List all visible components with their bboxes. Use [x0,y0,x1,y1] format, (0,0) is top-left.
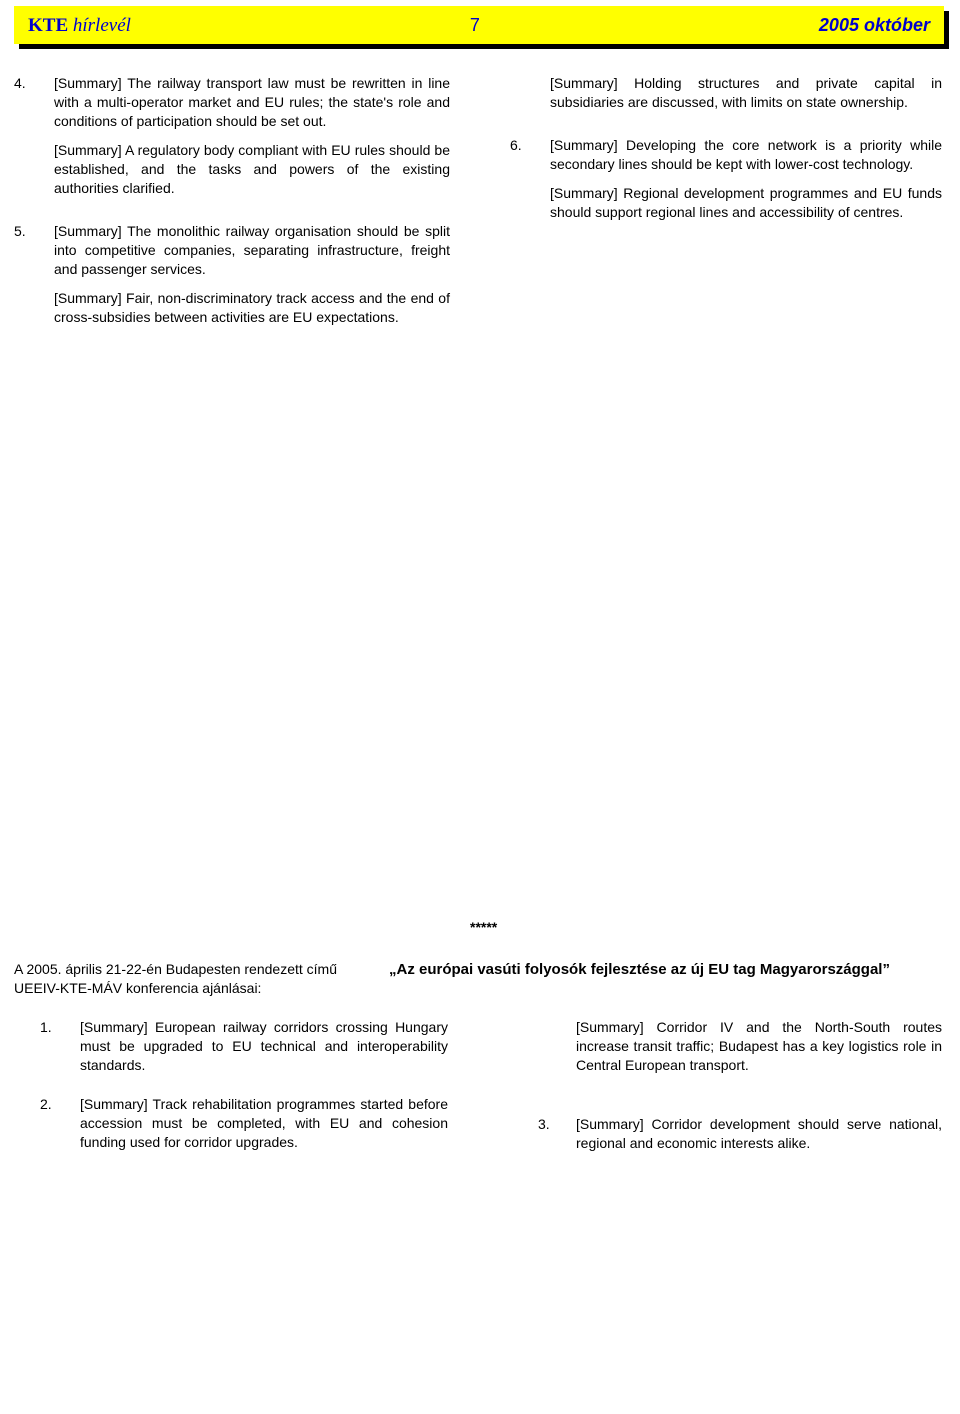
column-right [510,74,942,232]
newsletter-header [14,6,944,44]
recommendation-2: 2. [Summary] Track rehabilitation programmes started before accession must be completed, with EU and cohesion funding used for corridor upgrades. [40,1096,448,1150]
newsletter-title: KTE hírlevél [28,14,131,36]
item-4: 4. [Summary] The railway transport law must be rewritten in line with a multi-operator market and EU rules; the state's role and conditions of participation should be set out. [Summary] A regulatory body compliant with EU rules should be established, and the tasks and powers of the existing authorities clarified. [14,75,450,196]
item-5-text: [Summary] The monolithic railway organisation should be split into competitive companies, separating infrastructure, freight and passenger services. [54,223,450,277]
item-6-p2: [Summary] Regional development programmes and EU funds should support regional lines and accessibility of centres. [550,185,942,220]
item-5-p2: [Summary] Fair, non-discriminatory track access and the end of cross-subsidies between activities are EU expectations. [54,290,450,325]
item-6-text: [Summary] Developing the core network is a priority while secondary lines should be kept with lower-cost technology. [550,137,942,172]
item-5: 5. [Summary] The monolithic railway organisation should be split into competitive companies, separating infrastructure, freight and passenger services. [Summary] Fair, non-discriminatory track access and the end of cross-subsidies between activities are EU expectations. [14,223,450,325]
item-6: 6. [Summary] Developing the core network is a priority while secondary lines should be kept with lower-cost technology. [Summary] Regional development programmes and EU funds should support regional lines and accessibility of centres. [510,137,942,220]
issue-date: 2005 október [818,14,930,35]
recommendations-left [40,1018,448,1162]
item-4-text: [Summary] The railway transport law must be rewritten in line with a multi-operator market and EU rules; the state's role and conditions of participation should be set out. [54,75,450,129]
conference-intro: A 2005. április 21-22-én Budapesten rendezett című UEEIV-KTE-MÁV konferencia ajánlásai: [14,961,337,996]
recommendations-right [538,1018,942,1163]
item-4-p2: [Summary] A regulatory body compliant with EU rules should be established, and the tasks and powers of the existing authorities clarified. [54,142,450,196]
column-left [14,74,450,337]
recommendation-1: 1. [Summary] European railway corridors crossing Hungary must be upgraded to EU technical and interoperability standards. [40,1019,448,1073]
section-divider: ***** [470,919,498,935]
recommendation-2-continuation: [Summary] Corridor IV and the North-South routes increase transit traffic; Budapest has a key logistics role in Central European transport. [576,1019,942,1073]
conference-title: „Az európai vasúti folyosók fejlesztése az új EU tag Magyarországgal” [389,961,890,978]
page-number: 7 [469,14,480,35]
recommendation-3: 3. [Summary] Corridor development should serve national, regional and economic interests alike. [538,1116,942,1151]
column-right-continuation: [Summary] Holding structures and private capital in subsidiaries are discussed, with limits on state ownership. [550,75,942,110]
